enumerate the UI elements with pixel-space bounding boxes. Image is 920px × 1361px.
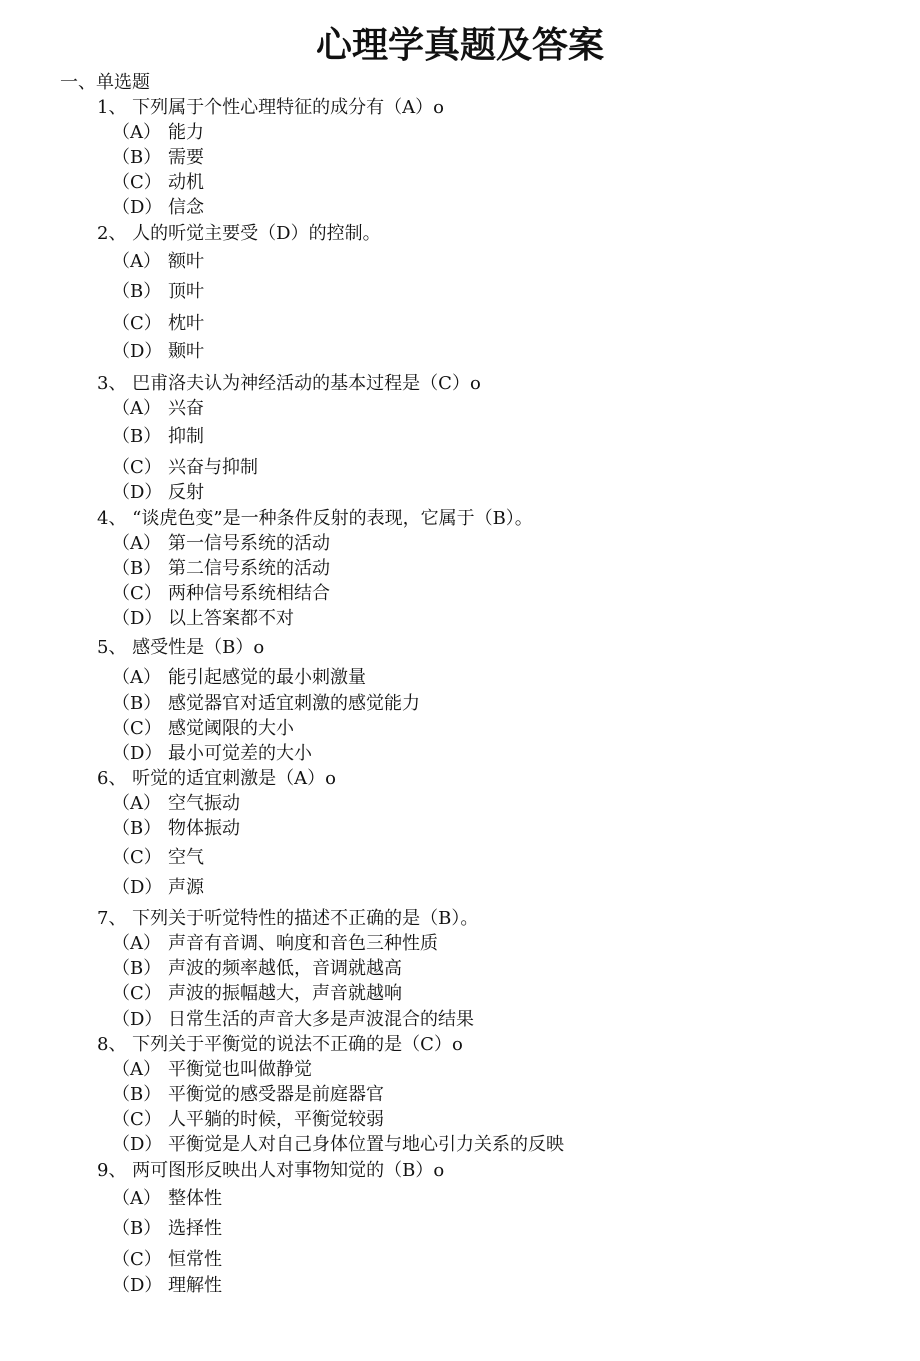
option-label: （D） <box>112 1275 163 1296</box>
option-3-d <box>112 482 204 504</box>
option-label: （C） <box>112 583 162 604</box>
option-text: 以上答案都不对 <box>168 608 294 629</box>
option-label: （D） <box>112 743 163 764</box>
option-2-a <box>112 251 204 273</box>
option-9-b <box>112 1218 222 1240</box>
option-7-b <box>112 958 402 980</box>
option-text: 需要 <box>168 147 204 168</box>
option-1-a <box>112 122 204 144</box>
option-label: （B） <box>112 818 162 839</box>
option-2-b <box>112 281 204 303</box>
question-9: 9、 两可图形反映出人对事物知觉的（B）o <box>97 1160 445 1181</box>
option-text: 枕叶 <box>168 313 204 334</box>
option-text: 兴奋 <box>168 398 204 419</box>
option-3-c <box>112 457 258 479</box>
option-7-a <box>112 933 438 955</box>
option-label: （C） <box>112 983 162 1004</box>
option-9-d <box>112 1275 222 1297</box>
question-6: 6、 听觉的适宜刺激是（A）o <box>97 768 337 789</box>
option-label: （B） <box>112 426 162 447</box>
option-2-d <box>112 341 204 363</box>
option-label: （C） <box>112 313 162 334</box>
option-5-d <box>112 743 312 765</box>
option-8-c <box>112 1109 384 1131</box>
option-text: 感觉器官对适宜刺激的感觉能力 <box>168 693 420 714</box>
question-5: 5、 感受性是（B）o <box>97 637 265 658</box>
option-8-a <box>112 1059 312 1081</box>
option-text: 第一信号系统的活动 <box>168 533 330 554</box>
option-label: （C） <box>112 718 162 739</box>
option-text: 理解性 <box>168 1275 222 1296</box>
option-6-a <box>112 793 240 815</box>
option-6-d <box>112 877 204 899</box>
option-label: （A） <box>112 1188 161 1209</box>
option-6-c <box>112 847 204 869</box>
option-label: （D） <box>112 482 163 503</box>
option-4-b <box>112 558 330 580</box>
option-text: 感觉阈限的大小 <box>168 718 294 739</box>
option-3-b <box>112 426 204 448</box>
option-label: （C） <box>112 847 162 868</box>
option-text: 声波的振幅越大，声音就越响 <box>168 983 402 1004</box>
option-label: （B） <box>112 693 162 714</box>
option-text: 信念 <box>168 197 204 218</box>
option-text: 空气振动 <box>168 793 240 814</box>
option-5-b <box>112 693 420 715</box>
option-6-b <box>112 818 240 840</box>
option-label: （B） <box>112 1218 162 1239</box>
option-7-d <box>112 1009 474 1031</box>
option-text: 选择性 <box>168 1218 222 1239</box>
question-8: 8、 下列关于平衡觉的说法不正确的是（C）o <box>97 1034 463 1055</box>
option-label: （C） <box>112 1249 162 1270</box>
option-text: 两种信号系统相结合 <box>168 583 330 604</box>
option-1-c <box>112 172 204 194</box>
option-label: （B） <box>112 1084 162 1105</box>
option-label: （A） <box>112 398 161 419</box>
option-4-c <box>112 583 330 605</box>
question-1: 1、 下列属于个性心理特征的成分有（A）o <box>97 97 445 118</box>
option-text: 声波的频率越低，音调就越高 <box>168 958 402 979</box>
option-text: 日常生活的声音大多是声波混合的结果 <box>168 1009 474 1030</box>
option-label: （B） <box>112 147 162 168</box>
option-text: 平衡觉的感受器是前庭器官 <box>168 1084 384 1105</box>
option-text: 最小可觉差的大小 <box>168 743 312 764</box>
option-text: 额叶 <box>168 251 204 272</box>
option-9-a <box>112 1188 222 1210</box>
option-label: （C） <box>112 457 162 478</box>
section-heading: 一、单选题 <box>60 72 150 93</box>
option-9-c <box>112 1249 222 1271</box>
option-7-c <box>112 983 402 1005</box>
question-3: 3、 巴甫洛夫认为神经活动的基本过程是（C）o <box>97 373 481 394</box>
option-label: （A） <box>112 667 161 688</box>
option-label: （A） <box>112 122 161 143</box>
option-8-b <box>112 1084 384 1106</box>
option-label: （B） <box>112 558 162 579</box>
option-label: （D） <box>112 197 163 218</box>
option-5-a <box>112 667 366 689</box>
option-1-d <box>112 197 204 219</box>
option-text: 物体振动 <box>168 818 240 839</box>
option-1-b <box>112 147 204 169</box>
option-label: （D） <box>112 608 163 629</box>
option-label: （D） <box>112 1134 163 1155</box>
option-5-c <box>112 718 294 740</box>
question-7: 7、 下列关于听觉特性的描述不正确的是（B）。 <box>97 908 479 929</box>
option-label: （D） <box>112 877 163 898</box>
option-label: （A） <box>112 933 161 954</box>
option-text: 空气 <box>168 847 204 868</box>
option-text: 恒常性 <box>168 1249 222 1270</box>
option-label: （A） <box>112 793 161 814</box>
option-text: 颞叶 <box>168 341 204 362</box>
option-3-a <box>112 398 204 420</box>
option-text: 平衡觉也叫做静觉 <box>168 1059 312 1080</box>
option-label: （B） <box>112 281 162 302</box>
option-text: 声音有音调、响度和音色三种性质 <box>168 933 438 954</box>
option-text: 反射 <box>168 482 204 503</box>
option-label: （C） <box>112 1109 162 1130</box>
option-text: 整体性 <box>168 1188 222 1209</box>
option-text: 声源 <box>168 877 204 898</box>
option-label: （C） <box>112 172 162 193</box>
option-text: 动机 <box>168 172 204 193</box>
option-4-d <box>112 608 294 630</box>
page-title: 心理学真题及答案 <box>315 25 604 66</box>
option-label: （A） <box>112 1059 161 1080</box>
option-text: 能引起感觉的最小刺激量 <box>168 667 366 688</box>
option-4-a <box>112 533 330 555</box>
option-text: 平衡觉是人对自己身体位置与地心引力关系的反映 <box>168 1134 564 1155</box>
option-label: （D） <box>112 341 163 362</box>
option-text: 能力 <box>168 122 204 143</box>
option-2-c <box>112 313 204 335</box>
option-text: 抑制 <box>168 426 204 447</box>
option-text: 兴奋与抑制 <box>168 457 258 478</box>
option-label: （B） <box>112 958 162 979</box>
option-label: （A） <box>112 251 161 272</box>
option-label: （D） <box>112 1009 163 1030</box>
question-2: 2、 人的听觉主要受（D）的控制。 <box>97 223 381 244</box>
option-text: 第二信号系统的活动 <box>168 558 330 579</box>
option-8-d <box>112 1134 564 1156</box>
option-label: （A） <box>112 533 161 554</box>
option-text: 人平躺的时候，平衡觉较弱 <box>168 1109 384 1130</box>
option-text: 顶叶 <box>168 281 204 302</box>
question-4: 4、 “谈虎色变”是一种条件反射的表现，它属于（B）。 <box>97 508 533 529</box>
